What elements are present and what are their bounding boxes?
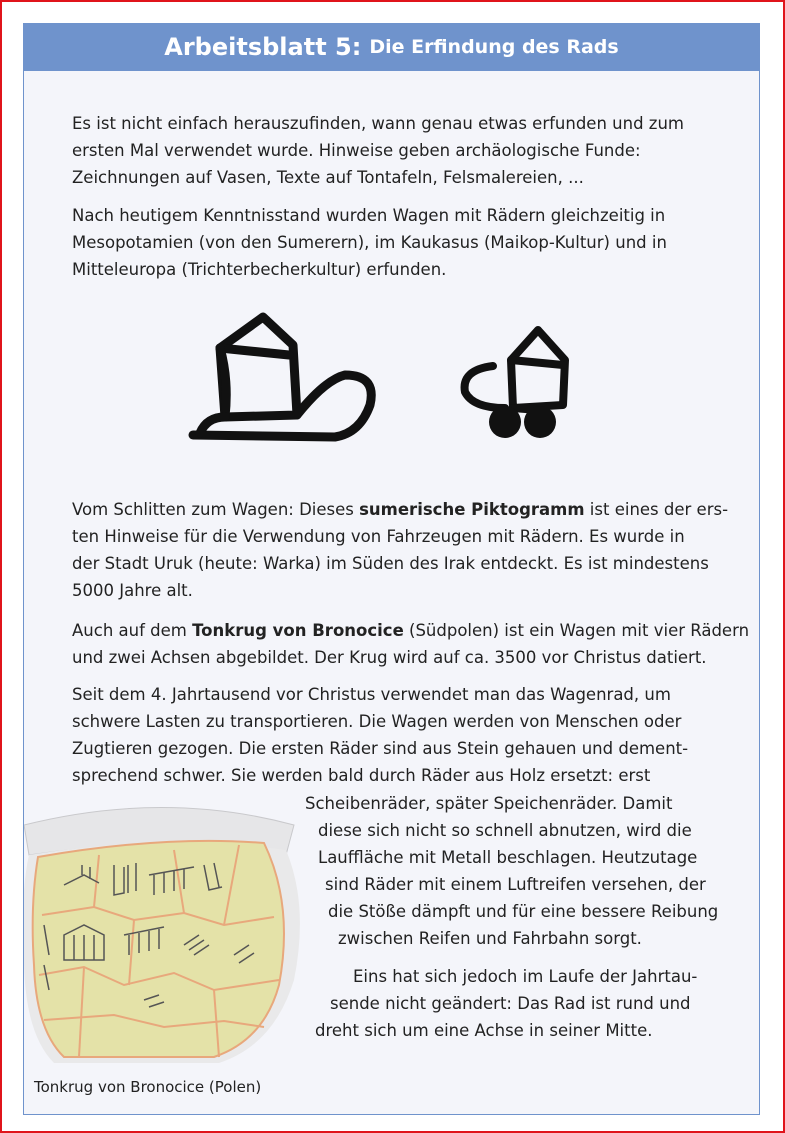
image-caption: Tonkrug von Bronocice (Polen) <box>34 1078 262 1096</box>
para1-line: Es ist nicht einfach herauszufinden, wann genau etwas erfunden und zum <box>72 114 684 133</box>
para4-line: Auch auf dem Tonkrug von Bronocice (Südpolen) ist ein Wagen mit vier Rädern <box>72 621 750 640</box>
wheel-icon <box>524 406 556 438</box>
para2-line: Mitteleuropa (Trichterbecherkultur) erfunden. <box>72 260 447 279</box>
para5-line: schwere Lasten zu transportieren. Die Wagen werden von Menschen oder <box>72 712 682 731</box>
bold-term: sumerische Piktogramm <box>359 500 585 519</box>
para1-line: ersten Mal verwendet wurde. Hinweise geben archäologische Funde: <box>72 141 641 160</box>
para5-line: Scheibenräder, später Speichenräder. Damit <box>305 794 673 813</box>
bronocice-pot-image <box>24 795 309 1070</box>
para5-line: Zugtieren gezogen. Die ersten Räder sind aus Stein gehauen und dement- <box>72 739 689 758</box>
para2-line: Nach heutigem Kenntnisstand wurden Wagen mit Rädern gleichzeitig in <box>72 206 666 225</box>
para5-line: sprechend schwer. Sie werden bald durch Räder aus Holz ersetzt: erst <box>72 766 651 785</box>
para2-line: Mesopotamien (von den Sumerern), im Kaukasus (Maikop-Kultur) und in <box>72 233 667 252</box>
para6-line: sende nicht geändert: Das Rad ist rund und <box>330 994 691 1013</box>
para6-line: Eins hat sich jedoch im Laufe der Jahrtau- <box>353 967 698 986</box>
bold-term: Tonkrug von Bronocice <box>192 621 404 640</box>
para3-line: ten Hinweise für die Verwendung von Fahrzeugen mit Rädern. Es wurde in <box>72 527 685 546</box>
header-subtitle: Die Erfindung des Rads <box>369 36 619 58</box>
wagon-pictogram <box>453 320 578 445</box>
para5-line: Lauffläche mit Metall beschlagen. Heutzutage <box>318 848 698 867</box>
sled-pictogram <box>185 305 380 450</box>
header-title: Arbeitsblatt 5: <box>164 33 362 61</box>
para6-line: dreht sich um eine Achse in seiner Mitte. <box>315 1021 653 1040</box>
para5-line: sind Räder mit einem Luftreifen versehen, der <box>325 875 706 894</box>
wheel-icon <box>489 406 521 438</box>
para5-line: die Stöße dämpft und für eine bessere Reibung <box>328 902 719 921</box>
para5-line: zwischen Reifen und Fahrbahn sorgt. <box>338 929 642 948</box>
para3-line: der Stadt Uruk (heute: Warka) im Süden des Irak entdeckt. Es ist mindestens <box>72 554 709 573</box>
para3-line: Vom Schlitten zum Wagen: Dieses sumerische Piktogramm ist eines der ers- <box>72 500 729 519</box>
para1-line: Zeichnungen auf Vasen, Texte auf Tontafeln, Felsmalereien, ... <box>72 168 584 187</box>
para5-line: diese sich nicht so schnell abnutzen, wird die <box>318 821 692 840</box>
worksheet-header <box>23 23 760 71</box>
para3-line: 5000 Jahre alt. <box>72 581 193 600</box>
para5-line: Seit dem 4. Jahrtausend vor Christus verwendet man das Wagenrad, um <box>72 685 671 704</box>
para4-line: und zwei Achsen abgebildet. Der Krug wird auf ca. 3500 vor Christus datiert. <box>72 648 707 667</box>
